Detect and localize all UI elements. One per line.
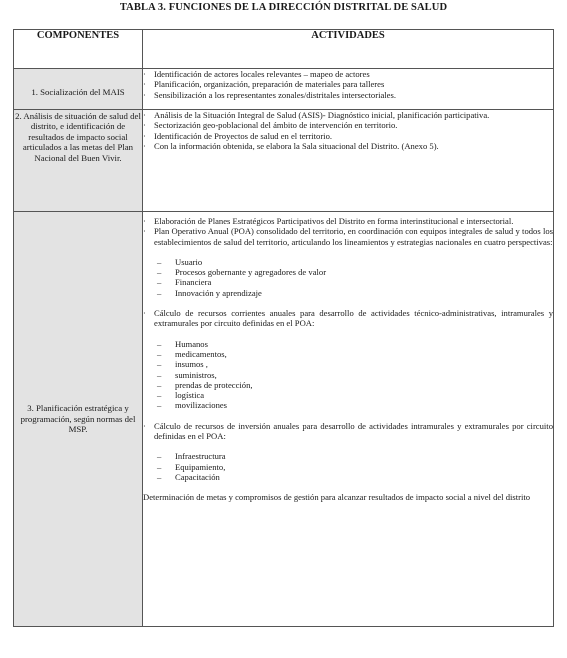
list-item: · Análisis de la Situación Integral de Salud (ASIS)- Diagnóstico inicial, planificación participativa.	[143, 110, 490, 120]
functions-table	[13, 29, 554, 627]
perspective-item: – Usuario	[157, 256, 203, 267]
list-item: · Cálculo de recursos corrientes anuales para desarrollo de actividades técnico-administrativas, intramurales y extramurales por circuito definidas en el POA:	[143, 308, 553, 329]
header-componentes: COMPONENTES	[14, 30, 143, 69]
perspective-item: – Financiera	[157, 277, 212, 288]
list-item: · Identificación de Proyectos de salud en el territorio.	[143, 130, 333, 141]
component-label: 3. Planificación estratégica y programación, según normas del MSP.	[20, 403, 136, 435]
component-cell	[14, 69, 143, 110]
component-label: 2. Análisis de situación de salud del distrito, e identificación de resultados de impacto social articulados a las metas del Plan Nacional del Buen Vivir.	[15, 111, 141, 163]
investment-item: – Infraestructura	[157, 451, 226, 462]
table-row	[14, 69, 554, 110]
resource-item: – logística	[157, 390, 205, 401]
list-item: · Planificación, organización, preparación de materiales para talleres	[143, 79, 385, 90]
investment-item: – Equipamiento,	[157, 461, 226, 472]
list-item: · Sectorización geo-poblacional del ámbito de intervención en territorio.	[143, 120, 398, 131]
resource-item: – insumos ,	[157, 359, 208, 370]
investment-item: – Capacitación	[157, 471, 220, 482]
resource-item: – movilizaciones	[157, 400, 228, 411]
list-item: · Cálculo de recursos de inversión anuales para desarrollo de actividades intramurales y extramurales por circuito definidas en el POA:	[143, 420, 553, 442]
resource-item: – suministros,	[157, 369, 217, 380]
header-actividades: ACTIVIDADES	[143, 30, 554, 69]
closing-text: Determinación de metas y compromisos de gestión para alcanzar resultados de impacto social a nivel del distrito	[143, 492, 531, 503]
list-item: · Con la información obtenida, se elabora la Sala situacional del Distrito. (Anexo 5).	[143, 140, 439, 151]
component-cell	[14, 212, 143, 627]
perspective-item: – Innovación y aprendizaje	[157, 287, 262, 298]
list-item: · Elaboración de Planes Estratégicos Participativos del Distrito en forma interinstitucional e intersectorial.	[143, 216, 514, 226]
table-title: TABLA 3. FUNCIONES DE LA DIRECCIÓN DISTRITAL DE SALUD	[119, 2, 448, 13]
table-row	[14, 212, 554, 627]
list-item: · Sensibilización a los representantes zonales/distritales intersectoriales.	[143, 89, 396, 100]
component-cell	[14, 110, 143, 212]
resource-item: – Humanos	[157, 338, 208, 349]
activities-cell	[143, 69, 554, 110]
component-label: 1. Socialización del MAIS	[31, 86, 125, 97]
activities-cell	[143, 212, 554, 627]
activities-cell	[143, 110, 554, 212]
resource-item: – prendas de protección,	[157, 379, 253, 390]
table-row	[14, 110, 554, 212]
list-item: · Identificación de actores locales relevantes – mapeo de actores	[143, 69, 370, 79]
resource-item: – medicamentos,	[157, 348, 227, 359]
header-row	[14, 30, 554, 69]
list-item: · Plan Operativo Anual (POA) consolidado del territorio, en coordinación con equipos integrales de salud y todos los establecimientos de salud del territorio, articulando los lineamientos y estrategias nacionales en cuatro perspectivas:	[143, 226, 553, 247]
perspective-item: – Procesos gobernante y agregadores de valor	[157, 267, 327, 278]
